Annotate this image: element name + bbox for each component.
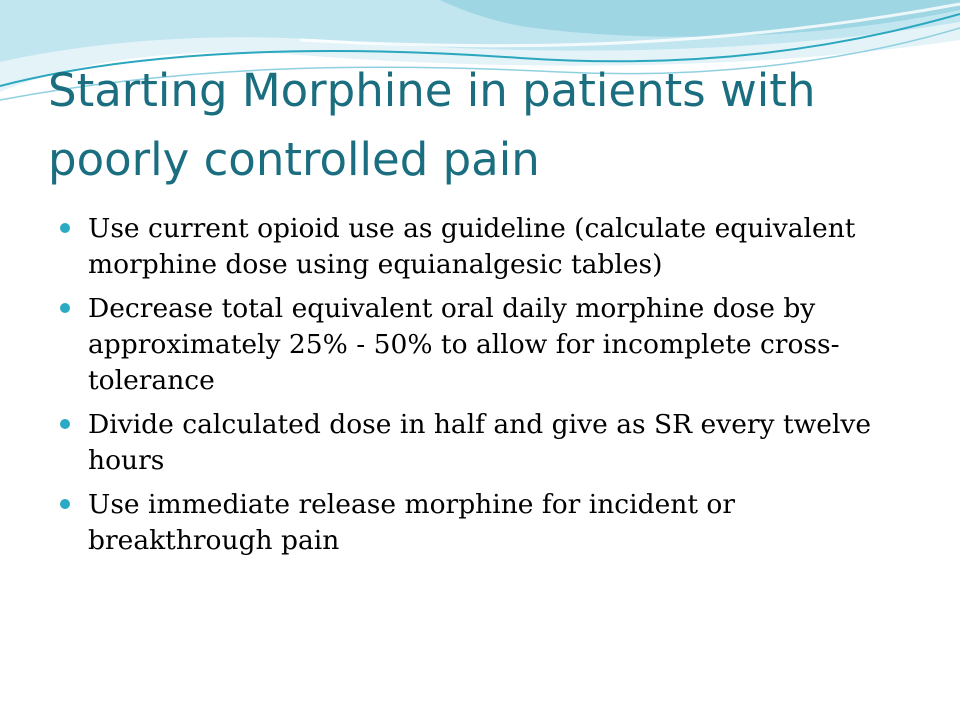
bullet-item — [60, 407, 910, 479]
slide-title: Starting Morphine in patients with poorly controlled pain — [48, 64, 816, 186]
bullet-icon — [60, 419, 70, 429]
bullet-text: Divide calculated dose in half and give as SR every twelve hours — [88, 409, 872, 476]
bullet-icon — [60, 223, 70, 233]
bullet-list — [60, 211, 910, 567]
bullet-text: Use immediate release morphine for incident or breakthrough pain — [88, 489, 736, 556]
bullet-text: Use current opioid use as guideline (calculate equivalent morphine dose using equianalgesic tables) — [88, 213, 856, 280]
bullet-item — [60, 211, 910, 283]
bullet-item — [60, 291, 910, 399]
bullet-icon — [60, 303, 70, 313]
bullet-text: Decrease total equivalent oral daily morphine dose by approximately 25% - 50% to allow for incomplete cross-tolerance — [88, 293, 840, 396]
bullet-item — [60, 487, 910, 559]
bullet-icon — [60, 499, 70, 509]
